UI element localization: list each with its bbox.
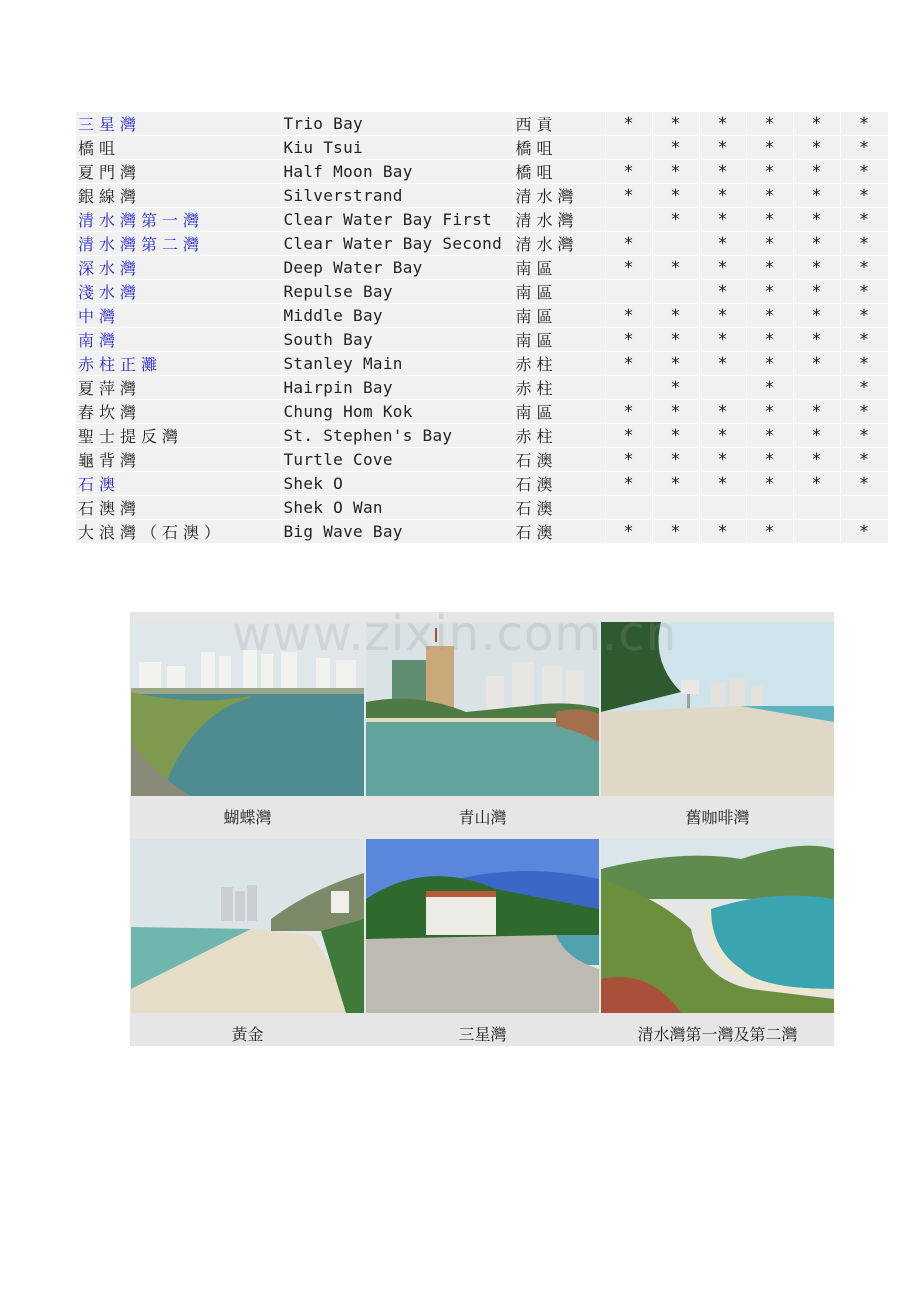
facility-mark: * (652, 256, 699, 280)
beach-english-name: Silverstrand (281, 184, 513, 208)
beach-name: 銀線灣 (76, 184, 281, 208)
beach-district: 南區 (513, 400, 605, 424)
beach-english-name: Deep Water Bay (281, 256, 513, 280)
beach-english-name: Chung Hom Kok (281, 400, 513, 424)
beach-name-link[interactable]: 清水灣第一灣 (76, 208, 281, 232)
beach-district: 西貢 (513, 112, 605, 136)
beach-photo (601, 839, 834, 1013)
facility-mark (652, 232, 699, 256)
beach-name-link[interactable]: 三星灣 (76, 112, 281, 136)
facility-mark: * (746, 448, 793, 472)
beach-english-name: Trio Bay (281, 112, 513, 136)
facility-mark: * (746, 256, 793, 280)
facility-mark: * (605, 232, 652, 256)
beach-english-name: Kiu Tsui (281, 136, 513, 160)
table-row (76, 208, 888, 232)
facility-mark: * (605, 520, 652, 544)
photo-caption: 蝴蝶灣 (223, 808, 272, 827)
table-row (76, 256, 888, 280)
beach-name: 夏萍灣 (76, 376, 281, 400)
facility-mark: * (652, 520, 699, 544)
beach-name: 石澳灣 (76, 496, 281, 520)
beach-district: 清水灣 (513, 184, 605, 208)
beach-district: 橋咀 (513, 136, 605, 160)
table-row (76, 112, 888, 136)
facility-mark: * (605, 304, 652, 328)
beach-english-name: Shek O (281, 472, 513, 496)
facility-mark (605, 208, 652, 232)
facility-mark: * (793, 184, 840, 208)
beach-english-name: Clear Water Bay Second (281, 232, 513, 256)
facility-mark: * (652, 400, 699, 424)
beach-english-name: Big Wave Bay (281, 520, 513, 544)
facility-mark: * (652, 424, 699, 448)
facility-mark: * (746, 376, 793, 400)
facility-mark: * (840, 304, 888, 328)
facility-mark: * (699, 136, 746, 160)
facility-mark: * (840, 280, 888, 304)
table-row (76, 328, 888, 352)
facility-mark: * (699, 424, 746, 448)
beach-name-link[interactable]: 石澳 (76, 472, 281, 496)
facility-mark: * (652, 376, 699, 400)
facility-mark (652, 496, 699, 520)
beach-table (76, 112, 889, 544)
table-body (76, 112, 888, 544)
photo-caption: 三星灣 (458, 1025, 507, 1044)
facility-mark (793, 520, 840, 544)
facility-mark: * (793, 352, 840, 376)
facility-mark: * (793, 136, 840, 160)
beach-name: 龜背灣 (76, 448, 281, 472)
beach-district: 清水灣 (513, 208, 605, 232)
facility-mark: * (652, 184, 699, 208)
facility-mark: * (840, 208, 888, 232)
facility-mark: * (793, 400, 840, 424)
beach-english-name: Turtle Cove (281, 448, 513, 472)
facility-mark: * (605, 448, 652, 472)
facility-mark: * (746, 208, 793, 232)
table-row (76, 352, 888, 376)
facility-mark: * (793, 112, 840, 136)
facility-mark: * (840, 448, 888, 472)
beach-district: 石澳 (513, 472, 605, 496)
beach-name-link[interactable]: 深水灣 (76, 256, 281, 280)
table-row (76, 520, 888, 544)
facility-mark: * (793, 280, 840, 304)
facility-mark: * (605, 256, 652, 280)
beach-district: 橋咀 (513, 160, 605, 184)
beach-district: 南區 (513, 304, 605, 328)
table-row (76, 232, 888, 256)
facility-mark: * (793, 424, 840, 448)
facility-mark: * (699, 448, 746, 472)
beach-district: 南區 (513, 256, 605, 280)
beach-name: 橋咀 (76, 136, 281, 160)
table-row (76, 376, 888, 400)
facility-mark: * (746, 304, 793, 328)
table-row (76, 472, 888, 496)
beach-district: 石澳 (513, 520, 605, 544)
beach-photo (366, 839, 599, 1013)
facility-mark: * (699, 208, 746, 232)
facility-mark: * (699, 328, 746, 352)
beach-name-link[interactable]: 淺水灣 (76, 280, 281, 304)
photo-caption: 黃金 (231, 1025, 264, 1044)
facility-mark: * (840, 112, 888, 136)
photo-caption: 青山灣 (458, 808, 507, 827)
facility-mark: * (840, 352, 888, 376)
facility-mark: * (652, 472, 699, 496)
beach-name-link[interactable]: 南灣 (76, 328, 281, 352)
beach-name-link[interactable]: 赤柱正灘 (76, 352, 281, 376)
facility-mark: * (699, 280, 746, 304)
facility-mark: * (746, 424, 793, 448)
facility-mark: * (746, 160, 793, 184)
facility-mark: * (840, 256, 888, 280)
beach-english-name: Half Moon Bay (281, 160, 513, 184)
facility-mark (605, 496, 652, 520)
facility-mark: * (793, 208, 840, 232)
beach-district: 石澳 (513, 496, 605, 520)
beach-name: 舂坎灣 (76, 400, 281, 424)
photo-caption: 清水灣第一灣及第二灣 (637, 1025, 798, 1044)
facility-mark: * (605, 400, 652, 424)
facility-mark: * (652, 352, 699, 376)
facility-mark: * (840, 232, 888, 256)
facility-mark (605, 280, 652, 304)
beach-photo (131, 839, 364, 1013)
facility-mark (605, 136, 652, 160)
facility-mark: * (793, 472, 840, 496)
beach-district: 南區 (513, 280, 605, 304)
beach-district: 南區 (513, 328, 605, 352)
facility-mark: * (605, 160, 652, 184)
facility-mark (699, 496, 746, 520)
facility-mark: * (840, 160, 888, 184)
facility-mark: * (746, 136, 793, 160)
beach-district: 清水灣 (513, 232, 605, 256)
photo-gallery (130, 612, 834, 1046)
table-row (76, 400, 888, 424)
facility-mark: * (840, 136, 888, 160)
facility-mark: * (746, 232, 793, 256)
facility-mark: * (746, 520, 793, 544)
facility-mark (793, 376, 840, 400)
beach-district: 赤柱 (513, 352, 605, 376)
beach-english-name: Repulse Bay (281, 280, 513, 304)
beach-english-name: Stanley Main (281, 352, 513, 376)
facility-mark: * (699, 184, 746, 208)
facility-mark: * (840, 400, 888, 424)
facility-mark: * (699, 352, 746, 376)
beach-english-name: Shek O Wan (281, 496, 513, 520)
beach-english-name: South Bay (281, 328, 513, 352)
facility-mark: * (652, 136, 699, 160)
facility-mark (746, 496, 793, 520)
beach-name-link[interactable]: 清水灣第二灣 (76, 232, 281, 256)
table-row (76, 496, 888, 520)
beach-name: 聖士提反灣 (76, 424, 281, 448)
facility-mark: * (840, 520, 888, 544)
facility-mark: * (605, 424, 652, 448)
facility-mark: * (793, 328, 840, 352)
facility-mark: * (746, 328, 793, 352)
facility-mark: * (652, 208, 699, 232)
facility-mark: * (652, 112, 699, 136)
beach-district: 石澳 (513, 448, 605, 472)
facility-mark: * (605, 184, 652, 208)
facility-mark: * (746, 400, 793, 424)
facility-mark: * (605, 352, 652, 376)
facility-mark: * (652, 328, 699, 352)
beach-name: 大浪灣（石澳） (76, 520, 281, 544)
facility-mark: * (699, 160, 746, 184)
beach-english-name: Clear Water Bay First (281, 208, 513, 232)
facility-mark: * (746, 352, 793, 376)
facility-mark: * (605, 328, 652, 352)
facility-mark (699, 376, 746, 400)
facility-mark: * (746, 184, 793, 208)
facility-mark: * (793, 304, 840, 328)
facility-mark: * (699, 256, 746, 280)
facility-mark: * (746, 472, 793, 496)
beach-name: 夏門灣 (76, 160, 281, 184)
beach-english-name: St. Stephen's Bay (281, 424, 513, 448)
facility-mark: * (840, 376, 888, 400)
facility-mark: * (793, 160, 840, 184)
facility-mark: * (840, 424, 888, 448)
facility-mark: * (840, 184, 888, 208)
facility-mark: * (793, 232, 840, 256)
facility-mark (652, 280, 699, 304)
table-row (76, 136, 888, 160)
facility-mark: * (793, 448, 840, 472)
table-row (76, 280, 888, 304)
facility-mark: * (652, 304, 699, 328)
facility-mark: * (699, 112, 746, 136)
beach-english-name: Hairpin Bay (281, 376, 513, 400)
watermark: www.zixin.com.cn (232, 606, 678, 662)
facility-mark: * (652, 160, 699, 184)
table-row (76, 160, 888, 184)
photo-caption: 舊咖啡灣 (685, 808, 750, 827)
facility-mark: * (840, 472, 888, 496)
facility-mark: * (605, 472, 652, 496)
table-row (76, 304, 888, 328)
beach-name-link[interactable]: 中灣 (76, 304, 281, 328)
beach-district: 赤柱 (513, 424, 605, 448)
facility-mark: * (746, 112, 793, 136)
facility-mark (793, 496, 840, 520)
table-row (76, 448, 888, 472)
facility-mark: * (793, 256, 840, 280)
table-row (76, 184, 888, 208)
facility-mark: * (699, 472, 746, 496)
facility-mark: * (699, 520, 746, 544)
facility-mark (605, 376, 652, 400)
facility-mark: * (605, 112, 652, 136)
beach-district: 赤柱 (513, 376, 605, 400)
facility-mark (840, 496, 888, 520)
facility-mark: * (699, 304, 746, 328)
facility-mark: * (840, 328, 888, 352)
facility-mark: * (699, 400, 746, 424)
beach-english-name: Middle Bay (281, 304, 513, 328)
facility-mark: * (746, 280, 793, 304)
facility-mark: * (652, 448, 699, 472)
facility-mark: * (699, 232, 746, 256)
table-row (76, 424, 888, 448)
